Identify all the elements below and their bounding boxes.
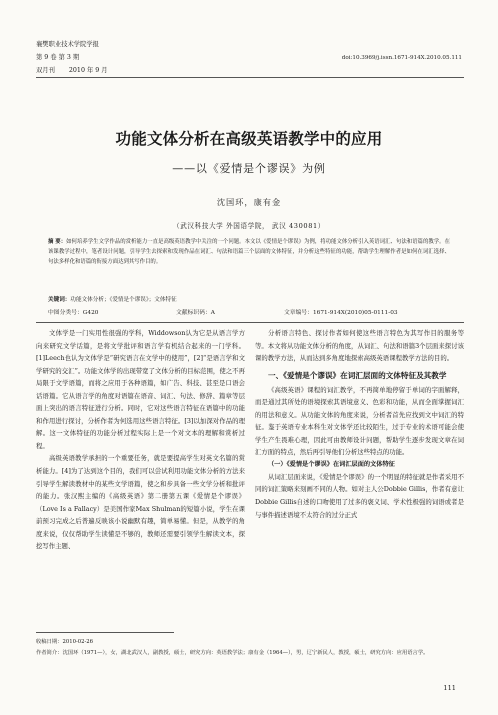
clc-number: 中图分类号：G420 (48, 310, 99, 316)
header-rule (36, 77, 464, 78)
page-number: 111 (443, 684, 456, 692)
section-heading: 一、《爱情是个谬误》在词汇层面的文体特征及其教学 (268, 370, 447, 380)
doi: doi:10.3969/j.issn.1671-914X.2010.05.111 (341, 55, 462, 61)
article-number: 文章编号：1671-914X(2010)05-0111-03 (284, 310, 398, 316)
body-paragraph: 《高级英语》课程的词汇教学，不再简单地停留于单词的字面解释，而是通过其所处的语境探索其语境意义、色彩和功能，从而全面掌握词汇的用法和意义。从功能文体的角度来说，分析者首先应找到文中词汇的特征。鉴于英语专业本科生对文体学还比较陌生，过于专业的术语可能会使学生产生畏难心理，因此可由教师设计问题，帮助学生逐步发现文章在词汇方面的特点，然后再引导他们分析这些特点的功能。 (255, 385, 464, 457)
date-value: 2010 年 9 月 (68, 67, 108, 74)
abstract-rule (36, 322, 464, 323)
author-affiliation: （武汉科技大学 外国语学院， 武汉 430081） (173, 222, 325, 230)
date-row (36, 66, 108, 75)
body-paragraph: 分析语言特色、探讨作者如何使这些语言特色为其写作目的服务等等。本文将从功能文体分析的角度，从词汇、句法和语篇3个层面来探讨该课的教学方法，从而达到多角度地探索高级英语课程教学方法的目的。 (255, 329, 464, 363)
article-authors: 沈国环，康有金 (216, 197, 282, 207)
abstract-label: 摘 要： (48, 239, 67, 245)
date-label: 双月刊 (36, 67, 55, 74)
journal-name: 襄樊职业技术学院学报 (36, 41, 99, 48)
received-date: 收稿日期：2010-02-26 (36, 639, 94, 645)
abstract (48, 237, 450, 267)
volume-issue: 第 9 卷 第 3 期 (36, 54, 80, 61)
keywords-label: 关键词： (48, 297, 71, 303)
article-title: 功能文体分析在高级英语教学中的应用 (115, 129, 383, 148)
subsection-heading: （一）《爱情是个谬误》在词汇层面的文体特征 (268, 460, 395, 468)
author-bio: 作者简介：沈国环（1971—），女，湖北武汉人，副教授，硕士，研究方向：英语教学法；康有金（1964—），男，辽宁新民人，教授，硕士，研究方向：应用语言学。 (36, 650, 429, 656)
body-paragraph: 高级英语教学承担的一个重要任务，就是要提高学生对英文名篇的赏析能力。[4]为了达到这个目的，我们可以尝试利用功能文体分析的方法来引导学生解读教材中的某些文学语篇，使之和步具备一些文学分析和批评的能力。张汉熙主编的《高级英语》第二册第五课《爱情是个谬误》（Love Is a Fallacy）是美国作家Max Shulman的短篇小说，学生在课前预习完成之后普遍反映该小说幽默有趣，简单易懂。但是，从教学的角度来说，仅仅帮助学生读懂是不够的，教师还需要引领学生解读文本，探挖写作主题、 (36, 454, 245, 551)
footnote-rule (36, 632, 174, 633)
right-column (255, 327, 464, 627)
keywords-row (48, 295, 177, 303)
document-code: 文献标识码：A (176, 310, 215, 316)
body-paragraph: 从词汇层面来说，《爱情是个谬误》的一个明显的特征就是作者采用不同的词汇策略来刻画不同的人物。如对主人公Dobbie Gillis，作者有意让Dobbie Gillis自述的口吻使用了过多的褒义词、学术性极强的词语或者是与事件描述语境不太符合的过分正式 (255, 472, 464, 519)
abstract-text: 如何培养学生文学作品的赏析能力一直是高级英语教学中关注的一个问题。本文以《爱情是个谬误》为例，将功能文体分析引入英语词汇、句法和语篇的教学。在该课教学过程中，笔者设计问题，引导学生去探索和发现作品在词汇、句法和语篇三个层面的文体特征，并分析这些特征的功能，帮助学生理解作者是如何在词汇选择、句法多样化和语篇的衔接方面达到其写作目的。 (48, 239, 450, 265)
body-paragraph: 文体学是一门实用性很强的学科，Widdowson认为它是从语言学方向来研究文学话篇，是将文学批评和语言学有机结合起来的一门学科。[1]Leech也认为文体学是“研究语言在文学中的使用”，[2]“是语言学和文学研究的交汇”。功能文体学的出现带宽了文体分析的目标范围，使之不再局限于文学语篇，而将之应用于各种语篇，如广告、科技、甚至是口语会话语篇。它从语言学的角度对语篇在语音、词汇、句法、修辞、篇章等层面上突出的语言特征进行分析。同时，它对这些语言特征在语篇中的功能和作用进行探讨，分析作者为何选用这些语言特征。[3]以加深对作品的理解。这一文体特征的功能分析过程实际上是一个对文本的理解和赏析过程。 (36, 329, 245, 450)
keywords: 功能文体分析；《爱情是个谬误》；文体特征 (70, 297, 177, 303)
article-subtitle: ——以《爱情是个谬误》为例 (172, 162, 326, 175)
left-column (36, 327, 245, 627)
